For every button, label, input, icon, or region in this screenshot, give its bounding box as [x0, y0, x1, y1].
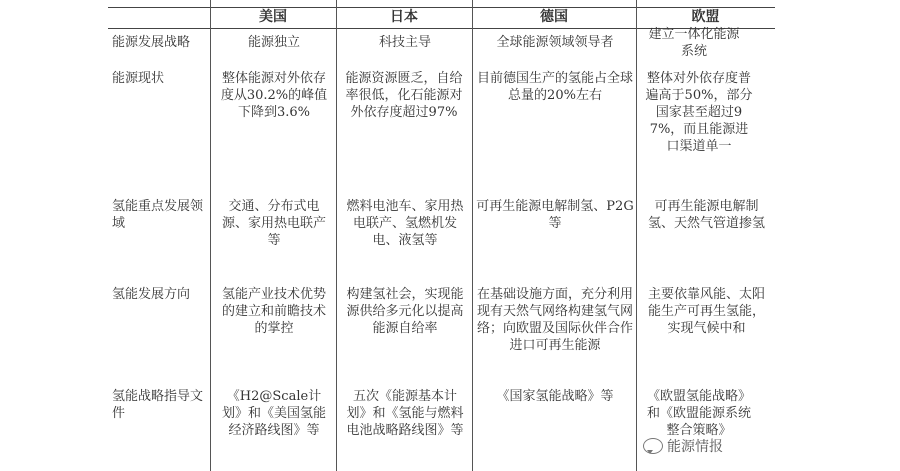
table-cell: 科技主导: [378, 35, 431, 50]
column-divider: [636, 0, 637, 471]
table-cell: 燃料电池车、家用热电联产、氢燃机发电、液氢等: [346, 199, 464, 248]
column-divider: [472, 0, 473, 471]
column-divider: [336, 0, 337, 471]
column-header-usa: 美国: [259, 9, 287, 25]
table-cell: 整体对外依存度普遍高于50%，部分国家甚至超过97%，而且能源进口渠道单一: [645, 71, 753, 154]
table-cell: 在基础设施方面，充分利用现有天然气网络构建氢气网络；向欧盟及国际伙伴合作进口可再生能源: [476, 287, 633, 353]
row-label: 氢能发展方向: [112, 287, 191, 302]
table-cell: 全球能源领域领导者: [496, 35, 614, 50]
row-label: 能源发展战略: [112, 35, 191, 50]
table-cell: 构建氢社会，实现能源供给多元化以提高能源自给率: [346, 287, 464, 336]
comparison-table: [108, 0, 775, 471]
column-header-germany: 德国: [540, 9, 568, 25]
table-cell: 《国家氢能战略》等: [496, 389, 614, 404]
watermark-text: 能源情报: [667, 439, 723, 455]
table-cell: 《欧盟氢能战略》和《欧盟能源系统整合策略》: [646, 389, 751, 438]
table-cell: 可再生能源电解制氢、天然气管道掺氢: [647, 199, 765, 231]
column-header-japan: 日本: [390, 9, 418, 25]
row-label: 能源现状: [112, 71, 165, 86]
table-cell: 氢能产业技术优势的建立和前瞻技术的掌控: [221, 287, 326, 336]
row-label: 氢能战略指导文件: [112, 389, 204, 421]
watermark: [643, 436, 723, 456]
column-divider: [210, 0, 211, 471]
table-cell: 交通、分布式电源、家用热电联产等: [221, 199, 326, 248]
table-cell: 建立一体化能源系统: [648, 27, 740, 59]
row-label: 氢能重点发展领域: [112, 199, 204, 231]
table-cell: 可再生能源电解制氢、P2G等: [476, 199, 634, 231]
table-cell: 能源资源匮乏，自给率很低，化石能源对外依存度超过97%: [345, 71, 463, 120]
table-cell: 《H2@Scale计划》和《美国氢能经济路线图》等: [221, 389, 326, 438]
wechat-icon: [643, 438, 663, 454]
table-cell: 主要依靠风能、太阳能生产可再生氢能，实现气候中和: [647, 287, 765, 336]
column-header-eu: 欧盟: [691, 9, 720, 25]
table-cell: 整体能源对外依存度从30.2%的峰值下降到3.6%: [220, 71, 328, 120]
table-cell: 五次《能源基本计划》和《氢能与燃料电池战略路线图》等: [346, 389, 464, 438]
table-cell: 能源独立: [247, 35, 300, 50]
table-cell: 目前德国生产的氢能占全球总量的20%左右: [476, 71, 633, 103]
